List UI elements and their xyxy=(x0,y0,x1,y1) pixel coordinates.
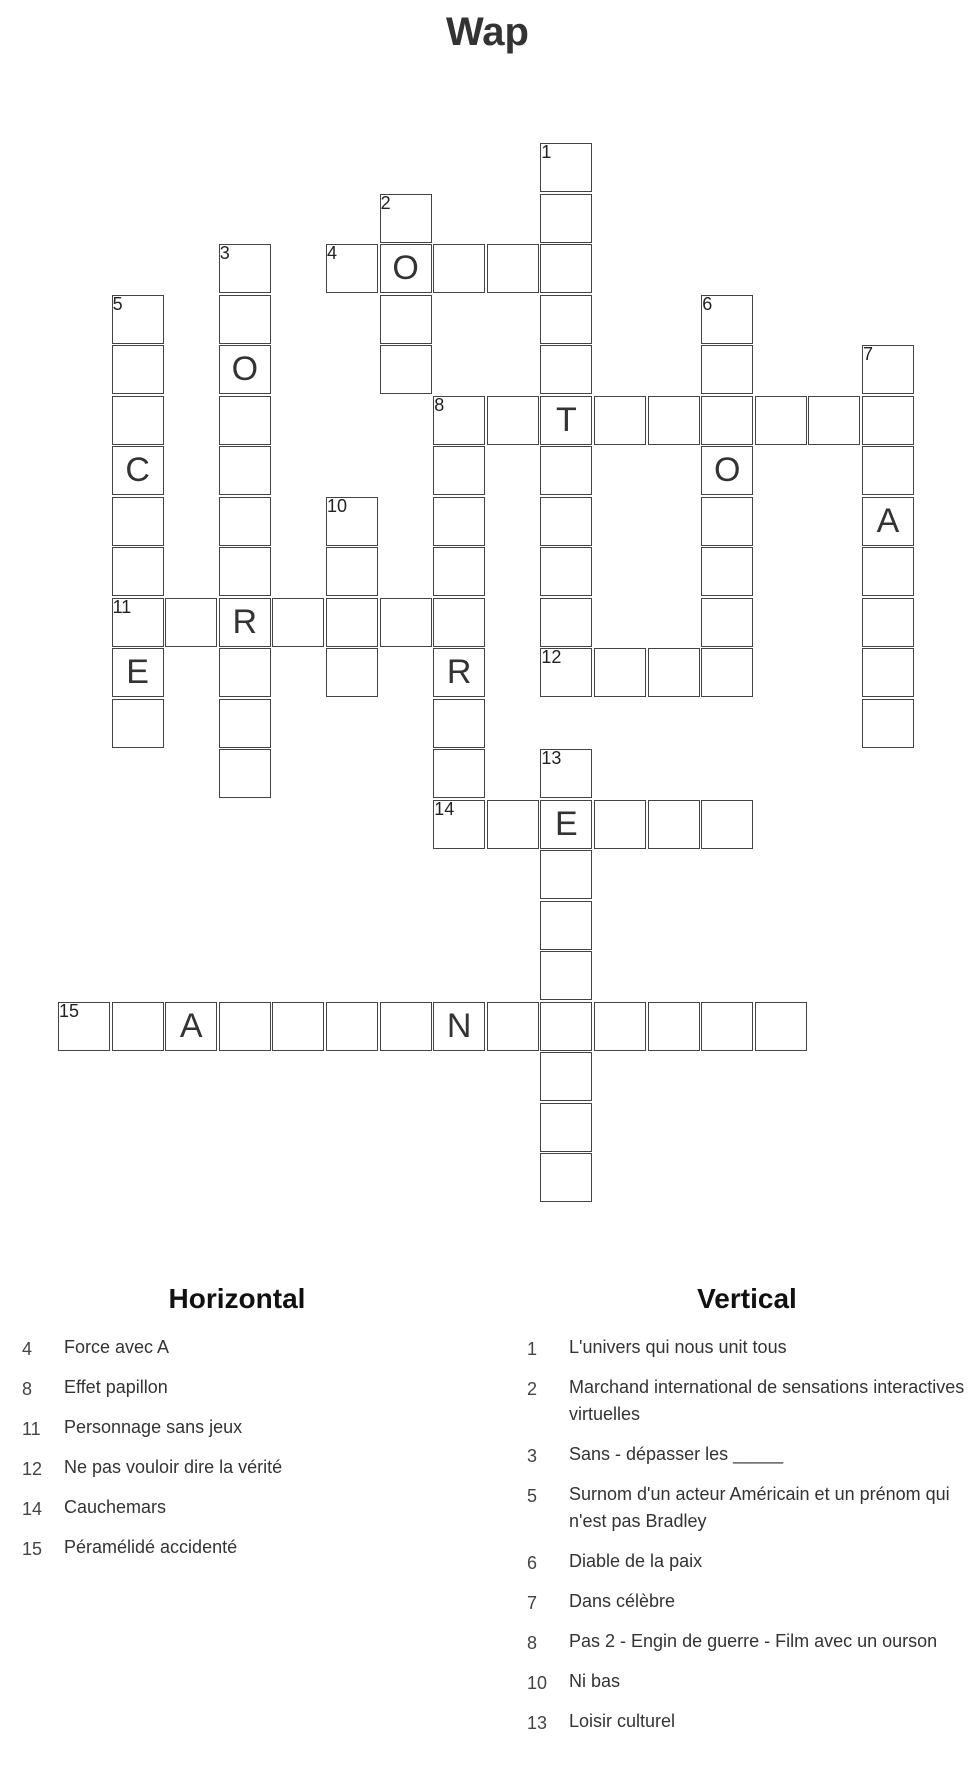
grid-cell[interactable] xyxy=(326,1002,378,1051)
grid-cell[interactable] xyxy=(165,598,217,647)
down-heading: Vertical xyxy=(697,1283,797,1314)
grid-cell[interactable] xyxy=(433,699,485,748)
grid-cell[interactable] xyxy=(219,699,271,748)
clue-text: Diable de la paix xyxy=(569,1551,703,1571)
clue-number: 7 xyxy=(863,344,874,364)
grid-cell[interactable] xyxy=(433,749,485,798)
grid-cell[interactable] xyxy=(433,244,485,293)
grid-cell[interactable] xyxy=(701,800,753,849)
grid-cell[interactable] xyxy=(380,598,432,647)
clue-list-number: 13 xyxy=(527,1713,548,1733)
grid-cell[interactable] xyxy=(540,244,592,293)
grid-cell[interactable] xyxy=(219,598,271,647)
grid-cell[interactable] xyxy=(380,244,432,293)
grid-cell[interactable] xyxy=(540,547,592,596)
grid-cell[interactable] xyxy=(433,800,485,849)
clue-list-number: 11 xyxy=(22,1419,41,1439)
grid-cell[interactable] xyxy=(326,244,378,293)
clue-number: 13 xyxy=(541,748,562,768)
grid-cell[interactable] xyxy=(648,396,700,445)
grid-cell[interactable] xyxy=(380,194,432,243)
grid-cell[interactable] xyxy=(701,295,753,344)
revealed-letter: C xyxy=(125,451,150,489)
across-clue[interactable] xyxy=(22,1534,462,1561)
grid-cell[interactable] xyxy=(272,598,324,647)
grid-cell[interactable] xyxy=(701,396,753,445)
down-clue-list xyxy=(527,1334,967,1748)
clue-number: 14 xyxy=(434,798,455,819)
grid-cell[interactable] xyxy=(540,800,592,849)
grid-cell[interactable] xyxy=(326,497,378,546)
clue-text: Force avec A xyxy=(64,1337,170,1357)
grid-cell[interactable] xyxy=(648,648,700,697)
clue-text: Pas 2 - Engin de guerre - Film avec un ourson xyxy=(569,1631,938,1651)
grid-cell[interactable] xyxy=(487,800,539,849)
grid-cell[interactable] xyxy=(326,648,378,697)
grid-cell[interactable] xyxy=(433,396,485,445)
grid-cell[interactable] xyxy=(540,951,592,1000)
grid-cell[interactable] xyxy=(219,1002,271,1051)
clue-text: Marchand international de sensations interactives virtuelles xyxy=(569,1377,965,1424)
grid-cell[interactable] xyxy=(487,244,539,293)
revealed-letter: A xyxy=(876,501,900,540)
clue-number: 5 xyxy=(112,293,123,314)
revealed-letter: E xyxy=(555,804,578,843)
grid-cell[interactable] xyxy=(540,396,592,445)
grid-cell[interactable] xyxy=(701,598,753,647)
clue-list-number: 2 xyxy=(527,1379,538,1399)
grid-cell[interactable] xyxy=(219,749,271,798)
clue-list-number: 14 xyxy=(22,1499,43,1519)
grid-cell[interactable] xyxy=(862,699,914,748)
grid-cell[interactable] xyxy=(219,446,271,495)
grid-cell[interactable] xyxy=(540,446,592,495)
grid-cell[interactable] xyxy=(540,194,592,243)
grid-cell[interactable] xyxy=(272,1002,324,1051)
grid-cell[interactable] xyxy=(862,547,914,596)
clue-list-number: 6 xyxy=(527,1553,538,1573)
down-clue[interactable] xyxy=(527,1588,967,1615)
grid-cell[interactable] xyxy=(808,396,860,445)
clue-number: 12 xyxy=(541,647,562,667)
across-clue[interactable] xyxy=(22,1374,462,1401)
grid-cell[interactable] xyxy=(540,497,592,546)
clue-number: 15 xyxy=(59,1000,80,1021)
grid-cell[interactable] xyxy=(219,244,271,293)
across-clue-list xyxy=(22,1334,462,1574)
revealed-letter: A xyxy=(179,1006,203,1045)
clue-number: 10 xyxy=(327,495,348,516)
clue-list-number: 3 xyxy=(527,1446,538,1466)
clue-text: Péramélidé accidenté xyxy=(64,1537,238,1557)
grid-cell[interactable] xyxy=(112,648,164,697)
grid-cell[interactable] xyxy=(862,396,914,445)
grid-cell[interactable] xyxy=(112,699,164,748)
grid-cell[interactable] xyxy=(540,345,592,394)
clue-number: 11 xyxy=(112,596,132,617)
grid-cell[interactable] xyxy=(540,1002,592,1051)
clue-text: Sans - dépasser les _____ xyxy=(569,1444,784,1464)
clue-text: Dans célèbre xyxy=(569,1591,676,1611)
clue-text: Effet papillon xyxy=(64,1377,168,1397)
down-clue[interactable] xyxy=(527,1334,967,1361)
grid-cell[interactable] xyxy=(433,598,485,647)
grid-cell[interactable] xyxy=(487,1002,539,1051)
across-clue[interactable] xyxy=(22,1334,462,1361)
grid-cell[interactable] xyxy=(219,295,271,344)
revealed-letter: N xyxy=(446,1006,472,1045)
grid-cell[interactable] xyxy=(594,648,646,697)
grid-cell[interactable] xyxy=(540,1153,592,1202)
revealed-letter: E xyxy=(126,653,149,691)
grid-cell[interactable] xyxy=(701,1002,753,1051)
grid-cell[interactable] xyxy=(701,547,753,596)
grid-cell[interactable] xyxy=(594,800,646,849)
grid-cell[interactable] xyxy=(380,295,432,344)
clue-text: Cauchemars xyxy=(64,1497,167,1517)
grid-cell[interactable] xyxy=(112,547,164,596)
grid-cell[interactable] xyxy=(862,345,914,394)
down-clue[interactable] xyxy=(527,1548,967,1575)
grid-cell[interactable] xyxy=(219,497,271,546)
revealed-letter: T xyxy=(556,400,577,439)
across-clue[interactable] xyxy=(22,1454,462,1481)
revealed-letter: O xyxy=(231,350,259,388)
grid-cell[interactable] xyxy=(219,396,271,445)
clue-list-number: 12 xyxy=(22,1459,43,1479)
grid-cell[interactable] xyxy=(701,345,753,394)
clue-list-number: 15 xyxy=(22,1539,43,1559)
grid-cell[interactable] xyxy=(540,749,592,798)
clue-number: 8 xyxy=(434,394,445,415)
grid-cell[interactable] xyxy=(112,497,164,546)
clue-text: Personnage sans jeux xyxy=(64,1417,243,1437)
grid-cell[interactable] xyxy=(165,1002,217,1051)
across-clue[interactable] xyxy=(22,1414,462,1441)
grid-cell[interactable] xyxy=(112,446,164,495)
clue-list-number: 8 xyxy=(527,1633,538,1653)
grid-cell[interactable] xyxy=(701,648,753,697)
grid-cell[interactable] xyxy=(433,446,485,495)
down-clue[interactable] xyxy=(527,1628,967,1655)
across-clue[interactable] xyxy=(22,1494,462,1521)
grid-cell[interactable] xyxy=(380,1002,432,1051)
grid-cell[interactable] xyxy=(540,648,592,697)
down-clue[interactable] xyxy=(527,1708,967,1735)
clue-text: Ni bas xyxy=(569,1671,621,1691)
grid-cell[interactable] xyxy=(112,295,164,344)
grid-cell[interactable] xyxy=(433,648,485,697)
clue-text: Loisir culturel xyxy=(569,1711,676,1731)
clue-number: 3 xyxy=(219,243,230,263)
grid-cell[interactable] xyxy=(58,1002,110,1051)
grid-cell[interactable] xyxy=(755,1002,807,1051)
grid-cell[interactable] xyxy=(433,497,485,546)
revealed-letter: R xyxy=(232,602,258,641)
grid-cell[interactable] xyxy=(380,345,432,394)
grid-cell[interactable] xyxy=(112,345,164,394)
clue-text: Ne pas vouloir dire la vérité xyxy=(64,1457,283,1477)
grid-cell[interactable] xyxy=(540,850,592,899)
grid-cell[interactable] xyxy=(648,800,700,849)
grid-cell[interactable] xyxy=(862,598,914,647)
grid-cell[interactable] xyxy=(540,1052,592,1101)
across-heading: Horizontal xyxy=(168,1283,306,1314)
down-clue[interactable] xyxy=(527,1441,967,1468)
grid-cell[interactable] xyxy=(112,598,164,647)
clue-text: L'univers qui nous unit tous xyxy=(569,1337,787,1357)
revealed-letter: R xyxy=(446,653,472,691)
grid-cell[interactable] xyxy=(433,547,485,596)
revealed-letter: O xyxy=(392,249,419,287)
revealed-letter: O xyxy=(713,451,741,489)
grid-cell[interactable] xyxy=(701,497,753,546)
grid-cell[interactable] xyxy=(540,295,592,344)
grid-cell[interactable] xyxy=(326,598,378,647)
down-clue[interactable] xyxy=(527,1374,967,1428)
grid-cell[interactable] xyxy=(540,901,592,950)
clue-text: Surnom d'un acteur Américain et un prénom qui n'est pas Bradley xyxy=(569,1484,950,1531)
grid-cell[interactable] xyxy=(487,396,539,445)
clue-number: 1 xyxy=(541,142,552,162)
clue-number: 2 xyxy=(380,192,391,213)
grid-cell[interactable] xyxy=(862,648,914,697)
puzzle-title: Wap xyxy=(446,10,529,54)
clue-list-number: 7 xyxy=(527,1593,538,1613)
grid-cell[interactable] xyxy=(540,598,592,647)
grid-cell[interactable] xyxy=(862,446,914,495)
grid-cell[interactable] xyxy=(594,396,646,445)
grid-cell[interactable] xyxy=(755,396,807,445)
grid-cell[interactable] xyxy=(326,547,378,596)
clue-list-number: 1 xyxy=(527,1339,538,1359)
grid-cell[interactable] xyxy=(112,1002,164,1051)
clue-list-number: 10 xyxy=(527,1673,548,1693)
grid-cell[interactable] xyxy=(219,547,271,596)
grid-cell[interactable] xyxy=(433,1002,485,1051)
down-clue[interactable] xyxy=(527,1481,967,1535)
grid-cell[interactable] xyxy=(862,497,914,546)
grid-cell[interactable] xyxy=(112,396,164,445)
grid-cell[interactable] xyxy=(219,345,271,394)
grid-cell[interactable] xyxy=(540,143,592,192)
clue-list-number: 8 xyxy=(22,1379,33,1399)
clue-number: 6 xyxy=(702,293,713,314)
clue-list-number: 5 xyxy=(527,1486,538,1506)
grid-cell[interactable] xyxy=(648,1002,700,1051)
down-clue[interactable] xyxy=(527,1668,967,1695)
grid-cell[interactable] xyxy=(540,1103,592,1152)
clue-list-number: 4 xyxy=(22,1339,33,1359)
grid-cell[interactable] xyxy=(594,1002,646,1051)
grid-cell[interactable] xyxy=(701,446,753,495)
grid-cell[interactable] xyxy=(219,648,271,697)
clue-number: 4 xyxy=(327,243,338,263)
